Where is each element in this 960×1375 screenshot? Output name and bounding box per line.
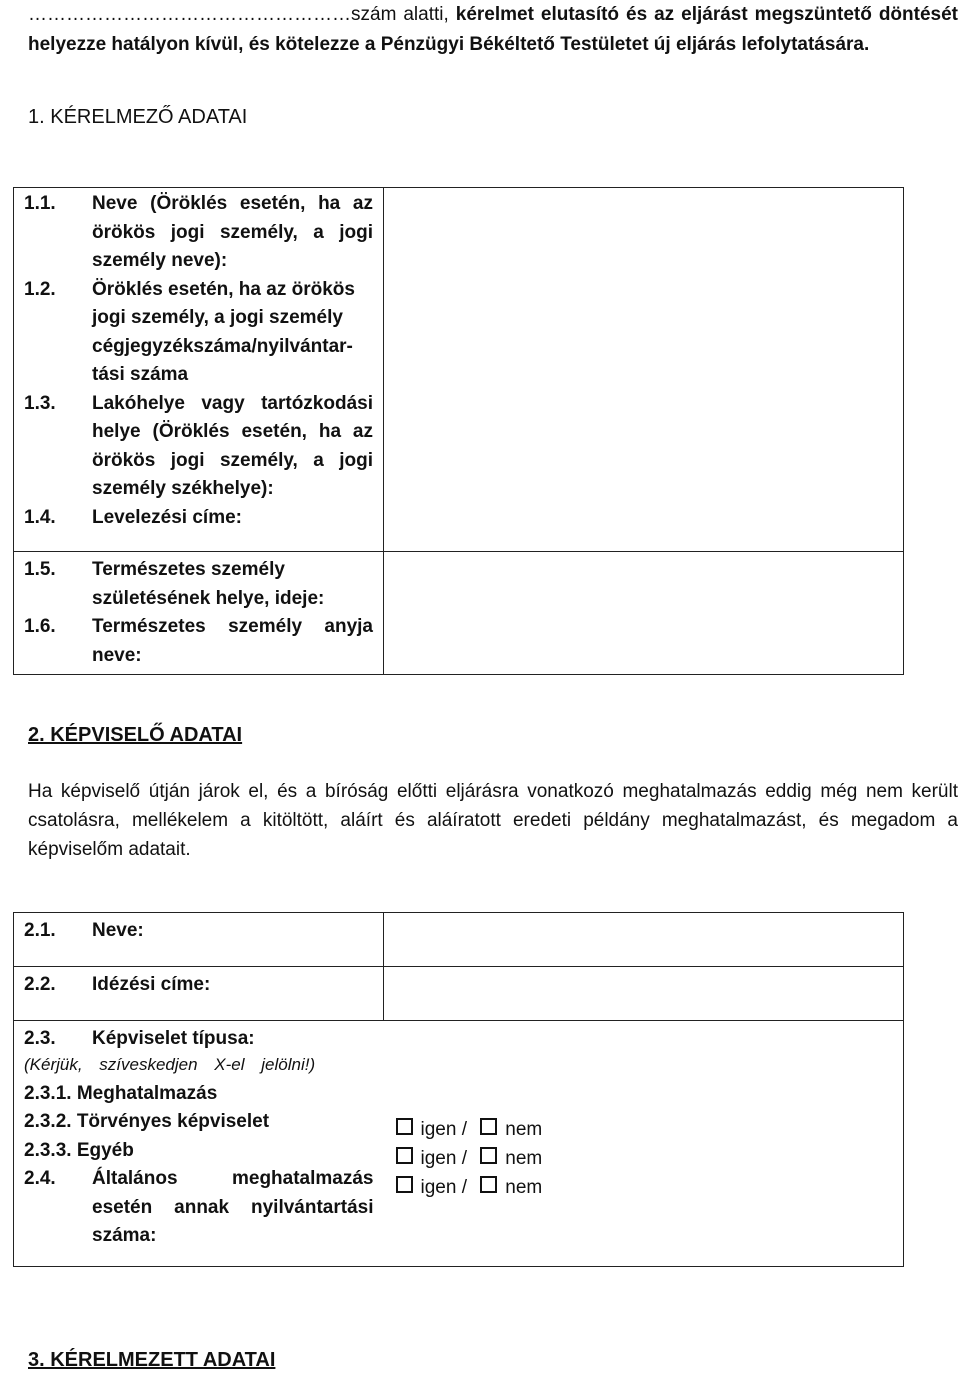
option-row-3: igen / nem bbox=[384, 1173, 904, 1202]
item-2-1: 2.1. Neve: bbox=[24, 920, 144, 941]
item-2-4: 2.4. Általános meghatalmazás esetén annak nyilvántartási száma: bbox=[24, 1168, 374, 1246]
section1-heading: 1. KÉRELMEZŐ ADATAI bbox=[28, 106, 248, 128]
item-1-4: 1.4. Levelezési címe: bbox=[24, 506, 242, 528]
item-1-1: 1.1. Neve (Öröklés esetén, ha az örökös jogi személy, a jogi személy neve): bbox=[24, 193, 373, 271]
item-1-2: 1.2. Öröklés esetén, ha az örökös jogi személy, a jogi személy cégjegyzékszáma/nyilvántar-tási száma bbox=[24, 278, 355, 385]
section2-paragraph: Ha képviselő útján járok el, és a bíróság előtti eljárásra vonatkozó meghatalmazás eddig még nem került csatolásra, mellékelem a kitöltött, aláírt és aláíratott eredeti példány meghatalmazást, és megadom a képviselőm adatait. bbox=[28, 781, 958, 860]
checkbox-no-3[interactable] bbox=[480, 1176, 497, 1193]
section1-answer-field-bottom[interactable] bbox=[384, 552, 904, 675]
representative-address-field[interactable] bbox=[384, 967, 904, 1021]
item-2-3-1: 2.3.1. Meghatalmazás bbox=[24, 1082, 218, 1104]
cell-2-3-label bbox=[14, 1021, 384, 1267]
item-2-3-3: 2.3.3. Egyéb bbox=[24, 1139, 134, 1161]
section1-answer-field-top[interactable] bbox=[384, 188, 904, 552]
item-1-5: 1.5. Természetes személy születésének helye, ideje: bbox=[24, 559, 325, 609]
intro-bold-text: kérelmet elutasító és az eljárást megszüntető döntését helyezze hatályon kívül, és kötelezze a Pénzügyi Békéltető Testületet új eljárás lefolytatására. bbox=[28, 4, 958, 55]
checkbox-no-1[interactable] bbox=[480, 1118, 497, 1135]
section1-labels-top bbox=[14, 188, 384, 552]
section2-heading: 2. KÉPVISELŐ ADATAI bbox=[28, 724, 243, 746]
representation-type-options bbox=[384, 1021, 904, 1267]
cell-2-2-label bbox=[14, 967, 384, 1021]
checkbox-yes-2[interactable] bbox=[396, 1147, 413, 1164]
section1-table bbox=[13, 187, 904, 675]
checkbox-yes-1[interactable] bbox=[396, 1118, 413, 1135]
item-2-3-2: 2.3.2. Törvényes képviselet bbox=[24, 1111, 270, 1132]
section3-heading: 3. KÉRELMEZETT ADATAI bbox=[28, 1349, 276, 1371]
option-row-2: igen / nem bbox=[384, 1144, 904, 1173]
option-row-1: igen / nem bbox=[384, 1115, 904, 1144]
cell-2-1-label bbox=[14, 913, 384, 967]
section1-labels-bottom bbox=[14, 552, 384, 675]
item-1-3: 1.3. Lakóhelye vagy tartózkodási helye (Öröklés esetén, ha az örökös jogi személy, a jogi személy székhelye): bbox=[24, 392, 373, 499]
item-2-2: 2.2. Idézési címe: bbox=[24, 974, 211, 995]
intro-plain-text: ……………………………………………szám alatti, bbox=[28, 4, 449, 25]
item-2-3: 2.3. Képviselet típusa: bbox=[24, 1028, 255, 1049]
item-2-3-note: (Kérjük, szíveskedjen X-el jelölni!) bbox=[24, 1054, 316, 1074]
representative-name-field[interactable] bbox=[384, 913, 904, 967]
section2-table bbox=[13, 912, 904, 1267]
checkbox-yes-3[interactable] bbox=[396, 1176, 413, 1193]
checkbox-no-2[interactable] bbox=[480, 1147, 497, 1164]
intro-paragraph bbox=[28, 0, 958, 60]
item-1-6: 1.6. Természetes személy anyja neve: bbox=[24, 616, 373, 666]
